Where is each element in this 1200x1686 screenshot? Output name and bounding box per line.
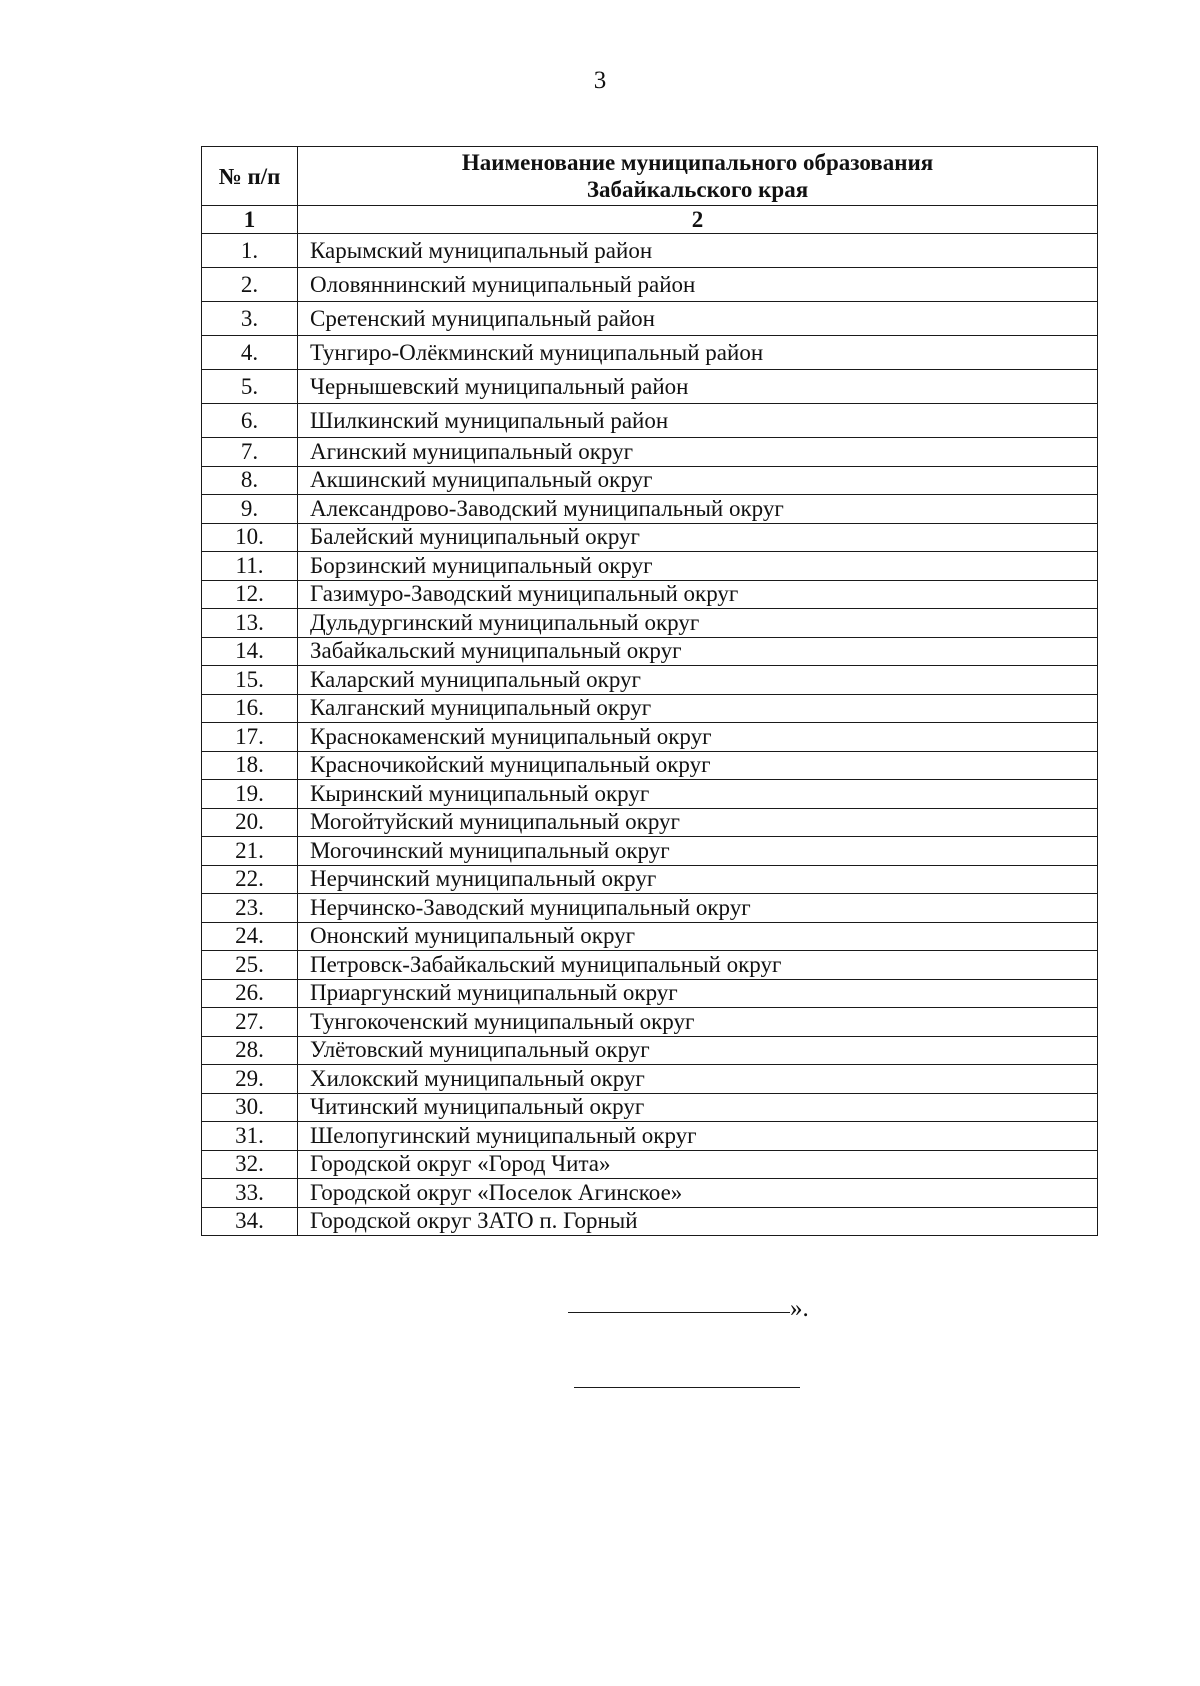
municipality-name-cell: Шелопугинский муниципальный округ xyxy=(298,1122,1098,1151)
municipality-name-cell: Забайкальский муниципальный округ xyxy=(298,637,1098,666)
row-number-cell: 5. xyxy=(202,370,298,404)
row-number-cell: 10. xyxy=(202,523,298,552)
row-number-cell: 26. xyxy=(202,979,298,1008)
index-col2-cell: 2 xyxy=(298,206,1098,234)
table-row xyxy=(202,979,1098,1008)
table-row xyxy=(202,894,1098,923)
municipality-name-cell: Сретенский муниципальный район xyxy=(298,302,1098,336)
row-number-cell: 9. xyxy=(202,495,298,524)
row-number-cell: 7. xyxy=(202,438,298,467)
municipality-name-cell: Улётовский муниципальный округ xyxy=(298,1036,1098,1065)
table-row xyxy=(202,1150,1098,1179)
municipality-name-cell: Хилокский муниципальный округ xyxy=(298,1065,1098,1094)
table-row xyxy=(202,466,1098,495)
row-number-cell: 27. xyxy=(202,1008,298,1037)
signature-line-upper xyxy=(568,1312,790,1313)
table-index-row xyxy=(202,206,1098,234)
municipality-name-cell: Александрово-Заводский муниципальный округ xyxy=(298,495,1098,524)
table-row xyxy=(202,1008,1098,1037)
table-row xyxy=(202,302,1098,336)
row-number-cell: 23. xyxy=(202,894,298,923)
table-row xyxy=(202,922,1098,951)
row-number-cell: 12. xyxy=(202,580,298,609)
table-row xyxy=(202,438,1098,467)
municipality-name-cell: Могочинский муниципальный округ xyxy=(298,837,1098,866)
header-name-line1: Наименование муниципального образования xyxy=(461,150,934,175)
table-row xyxy=(202,808,1098,837)
municipality-name-cell: Тунгокоченский муниципальный округ xyxy=(298,1008,1098,1037)
table-row xyxy=(202,370,1098,404)
header-name-cell xyxy=(298,147,1098,206)
table-row xyxy=(202,1036,1098,1065)
municipality-name-cell: Карымский муниципальный район xyxy=(298,234,1098,268)
table-header-row xyxy=(202,147,1098,206)
row-number-cell: 33. xyxy=(202,1179,298,1208)
table-row xyxy=(202,780,1098,809)
municipality-name-cell: Нерчинский муниципальный округ xyxy=(298,865,1098,894)
table-row xyxy=(202,495,1098,524)
table-row xyxy=(202,837,1098,866)
table-row xyxy=(202,336,1098,370)
row-number-cell: 6. xyxy=(202,404,298,438)
header-name-line2: Забайкальского края xyxy=(586,177,809,202)
table-row xyxy=(202,1179,1098,1208)
row-number-cell: 17. xyxy=(202,723,298,752)
row-number-cell: 31. xyxy=(202,1122,298,1151)
table-row xyxy=(202,694,1098,723)
row-number-cell: 20. xyxy=(202,808,298,837)
table-row xyxy=(202,580,1098,609)
row-number-cell: 28. xyxy=(202,1036,298,1065)
table-row xyxy=(202,666,1098,695)
row-number-cell: 14. xyxy=(202,637,298,666)
table-row xyxy=(202,865,1098,894)
table-row xyxy=(202,404,1098,438)
municipality-name-cell: Петровск-Забайкальский муниципальный округ xyxy=(298,951,1098,980)
municipality-name-cell: Приаргунский муниципальный округ xyxy=(298,979,1098,1008)
table-row xyxy=(202,1122,1098,1151)
municipality-name-cell: Газимуро-Заводский муниципальный округ xyxy=(298,580,1098,609)
municipality-name-cell: Калганский муниципальный округ xyxy=(298,694,1098,723)
row-number-cell: 21. xyxy=(202,837,298,866)
municipality-name-cell: Кыринский муниципальный округ xyxy=(298,780,1098,809)
municipality-name-cell: Ононский муниципальный округ xyxy=(298,922,1098,951)
municipality-name-cell: Агинский муниципальный округ xyxy=(298,438,1098,467)
table-row xyxy=(202,1093,1098,1122)
row-number-cell: 11. xyxy=(202,552,298,581)
table-row xyxy=(202,723,1098,752)
municipality-name-cell: Краснокаменский муниципальный округ xyxy=(298,723,1098,752)
municipality-name-cell: Балейский муниципальный округ xyxy=(298,523,1098,552)
table-row xyxy=(202,1065,1098,1094)
page-number: 3 xyxy=(593,67,607,94)
row-number-cell: 34. xyxy=(202,1207,298,1236)
row-number-cell: 22. xyxy=(202,865,298,894)
municipalities-table xyxy=(201,146,1098,1236)
row-number-cell: 29. xyxy=(202,1065,298,1094)
row-number-cell: 8. xyxy=(202,466,298,495)
index-col1-cell: 1 xyxy=(202,206,298,234)
municipality-name-cell: Городской округ «Поселок Агинское» xyxy=(298,1179,1098,1208)
table-row xyxy=(202,609,1098,638)
row-number-cell: 19. xyxy=(202,780,298,809)
row-number-cell: 16. xyxy=(202,694,298,723)
municipality-name-cell: Шилкинский муниципальный район xyxy=(298,404,1098,438)
closing-quote-mark: ». xyxy=(790,1295,809,1322)
municipality-name-cell: Тунгиро-Олёкминский муниципальный район xyxy=(298,336,1098,370)
row-number-cell: 3. xyxy=(202,302,298,336)
signature-line-lower xyxy=(574,1387,800,1388)
table-row xyxy=(202,234,1098,268)
municipality-name-cell: Могойтуйский муниципальный округ xyxy=(298,808,1098,837)
municipality-name-cell: Городской округ ЗАТО п. Горный xyxy=(298,1207,1098,1236)
row-number-cell: 2. xyxy=(202,268,298,302)
header-num-cell: № п/п xyxy=(202,147,298,206)
row-number-cell: 25. xyxy=(202,951,298,980)
table-body xyxy=(202,234,1098,1236)
municipality-name-cell: Читинский муниципальный округ xyxy=(298,1093,1098,1122)
table-row xyxy=(202,268,1098,302)
municipality-name-cell: Борзинский муниципальный округ xyxy=(298,552,1098,581)
municipality-name-cell: Дульдургинский муниципальный округ xyxy=(298,609,1098,638)
row-number-cell: 18. xyxy=(202,751,298,780)
row-number-cell: 15. xyxy=(202,666,298,695)
municipality-name-cell: Оловяннинский муниципальный район xyxy=(298,268,1098,302)
municipality-name-cell: Нерчинско-Заводский муниципальный округ xyxy=(298,894,1098,923)
table-row xyxy=(202,751,1098,780)
row-number-cell: 30. xyxy=(202,1093,298,1122)
municipality-name-cell: Красночикойский муниципальный округ xyxy=(298,751,1098,780)
table-row xyxy=(202,523,1098,552)
table-row xyxy=(202,951,1098,980)
municipality-name-cell: Каларский муниципальный округ xyxy=(298,666,1098,695)
row-number-cell: 13. xyxy=(202,609,298,638)
municipality-name-cell: Чернышевский муниципальный район xyxy=(298,370,1098,404)
row-number-cell: 1. xyxy=(202,234,298,268)
row-number-cell: 32. xyxy=(202,1150,298,1179)
municipality-name-cell: Городской округ «Город Чита» xyxy=(298,1150,1098,1179)
table-row xyxy=(202,1207,1098,1236)
row-number-cell: 4. xyxy=(202,336,298,370)
table-row xyxy=(202,637,1098,666)
table-row xyxy=(202,552,1098,581)
row-number-cell: 24. xyxy=(202,922,298,951)
municipality-name-cell: Акшинский муниципальный округ xyxy=(298,466,1098,495)
